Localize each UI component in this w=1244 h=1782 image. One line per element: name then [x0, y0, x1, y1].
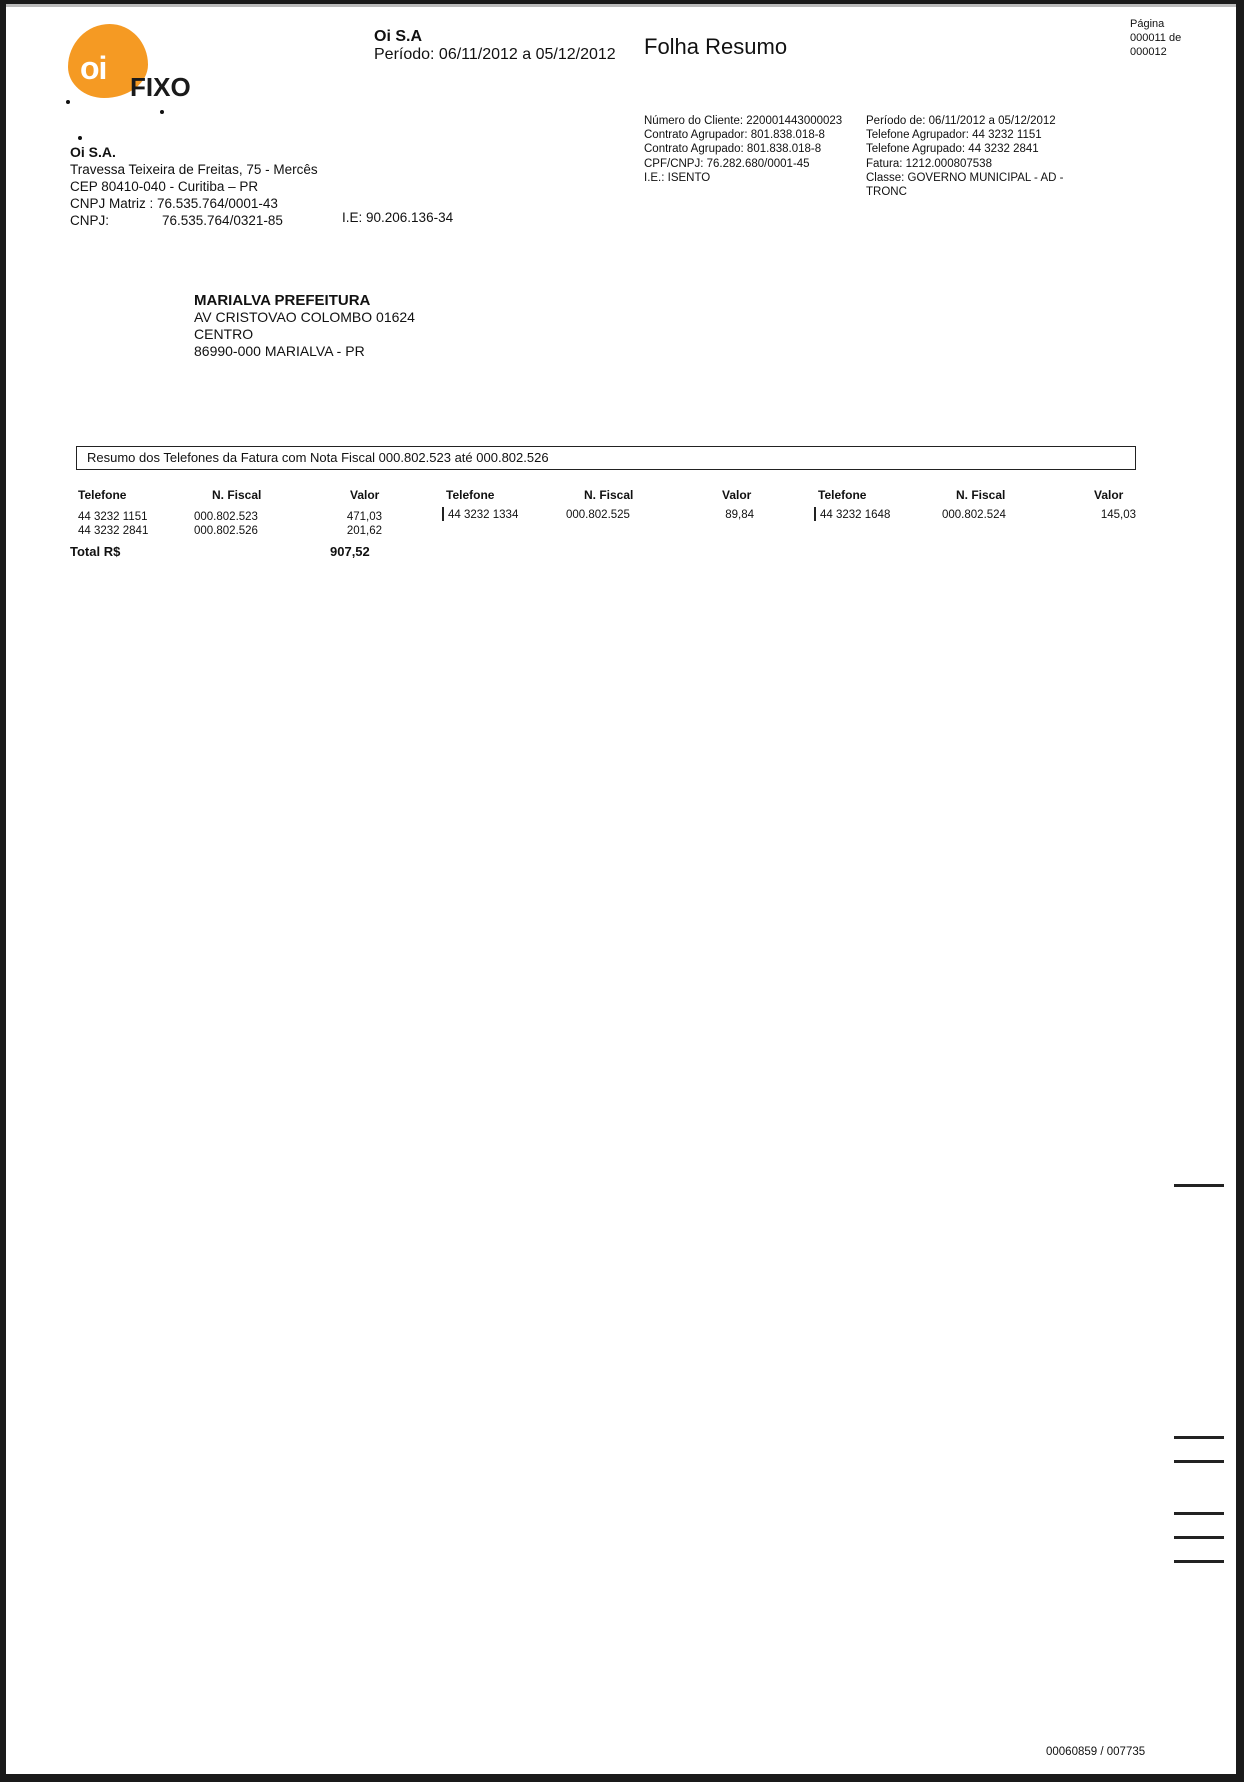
row-valor: 145,03	[1100, 509, 1136, 521]
print-mark	[1174, 1512, 1224, 1515]
sender-block	[70, 144, 318, 229]
phone-agrupado: Telefone Agrupado: 44 3232 2841	[866, 143, 1039, 156]
header-company: Oi S.A	[374, 28, 423, 45]
row-valor: 471,03	[346, 511, 382, 523]
recipient-name: MARIALVA PREFEITURA	[194, 292, 371, 309]
page-title: Folha Resumo	[644, 34, 788, 59]
row-telefone: 44 3232 1648	[820, 509, 891, 521]
recipient-city: 86990-000 MARIALVA - PR	[194, 343, 365, 359]
row-nfiscal: 000.802.525	[566, 509, 630, 521]
invoice-page	[6, 4, 1236, 1774]
phone-agrupador: Telefone Agrupador: 44 3232 1151	[866, 129, 1042, 142]
logo-oi-text: oi	[80, 50, 107, 86]
invoice-number: Fatura: 1212.000807538	[866, 157, 992, 170]
billing-period: Período de: 06/11/2012 a 05/12/2012	[866, 115, 1056, 127]
row-valor: 201,62	[346, 525, 382, 537]
col-header-telefone: Telefone	[446, 488, 495, 502]
summary-title: Resumo dos Telefones da Fatura com Nota Fiscal 000.802.523 até 000.802.526	[76, 446, 1136, 470]
col-header-telefone: Telefone	[78, 488, 127, 502]
logo-fixo-text: FIXO	[130, 72, 191, 102]
sender-cnpj-row	[70, 212, 318, 229]
col-header-nfiscal: N. Fiscal	[212, 488, 262, 502]
footer-code: 00060859 / 007735	[1046, 1746, 1146, 1758]
client-class-cont: TRONC	[866, 186, 907, 199]
page-value: 000011 de	[1130, 32, 1182, 44]
print-mark	[1174, 1436, 1224, 1439]
col-header-telefone: Telefone	[818, 488, 867, 502]
scan-dot	[160, 110, 164, 114]
col-header-valor: Valor	[1094, 488, 1124, 502]
row-telefone: 44 3232 2841	[78, 525, 149, 537]
row-nfiscal: 000.802.524	[942, 509, 1006, 521]
group-separator	[442, 507, 444, 521]
col-header-nfiscal: N. Fiscal	[584, 488, 634, 502]
contract-agrupado: Contrato Agrupado: 801.838.018-8	[644, 143, 822, 156]
row-nfiscal: 000.802.526	[194, 525, 258, 537]
client-number: Número do Cliente: 220001443000023	[644, 115, 843, 127]
recipient-block	[194, 292, 415, 360]
print-mark	[1174, 1184, 1224, 1187]
sender-cep: CEP 80410-040 - Curitiba – PR	[70, 179, 259, 194]
scan-dot	[78, 136, 82, 140]
sender-ie: I.E: 90.206.136-34	[342, 210, 454, 225]
print-mark	[1174, 1560, 1224, 1563]
client-class: Classe: GOVERNO MUNICIPAL - AD -	[866, 171, 1064, 184]
total-label: Total R$	[70, 544, 121, 559]
row-telefone: 44 3232 1151	[78, 511, 148, 523]
sender-cnpj-matriz: CNPJ Matriz : 76.535.764/0001-43	[70, 196, 278, 211]
contract-agrupador: Contrato Agrupador: 801.838.018-8	[644, 129, 825, 142]
total-value: 907,52	[330, 544, 370, 559]
row-telefone: 44 3232 1334	[448, 509, 519, 521]
print-mark	[1174, 1460, 1224, 1463]
page-total: 000012	[1130, 46, 1167, 58]
col-header-valor: Valor	[722, 488, 752, 502]
header-period: Período: 06/11/2012 a 05/12/2012	[374, 46, 616, 63]
col-header-valor: Valor	[350, 488, 380, 502]
scan-edge	[6, 4, 1236, 7]
row-valor: 89,84	[725, 509, 754, 521]
page-label: Página	[1130, 18, 1165, 30]
cpf-cnpj: CPF/CNPJ: 76.282.680/0001-45	[644, 157, 810, 170]
client-ie: I.E.: ISENTO	[644, 171, 711, 184]
recipient-street: AV CRISTOVAO COLOMBO 01624	[194, 309, 415, 325]
sender-cnpj-label: CNPJ:	[70, 213, 110, 228]
row-nfiscal: 000.802.523	[194, 511, 258, 523]
scan-dot	[66, 100, 70, 104]
group-separator	[814, 507, 816, 521]
col-header-nfiscal: N. Fiscal	[956, 488, 1006, 502]
client-info-left	[644, 114, 842, 185]
client-info-right	[866, 114, 1096, 199]
sender-address: Travessa Teixeira de Freitas, 75 - Mercês	[70, 162, 318, 177]
print-mark	[1174, 1536, 1224, 1539]
sender-cnpj-value: 76.535.764/0321-85	[162, 213, 283, 228]
recipient-district: CENTRO	[194, 326, 254, 342]
page-number	[1130, 17, 1210, 59]
sender-name: Oi S.A.	[70, 144, 116, 160]
